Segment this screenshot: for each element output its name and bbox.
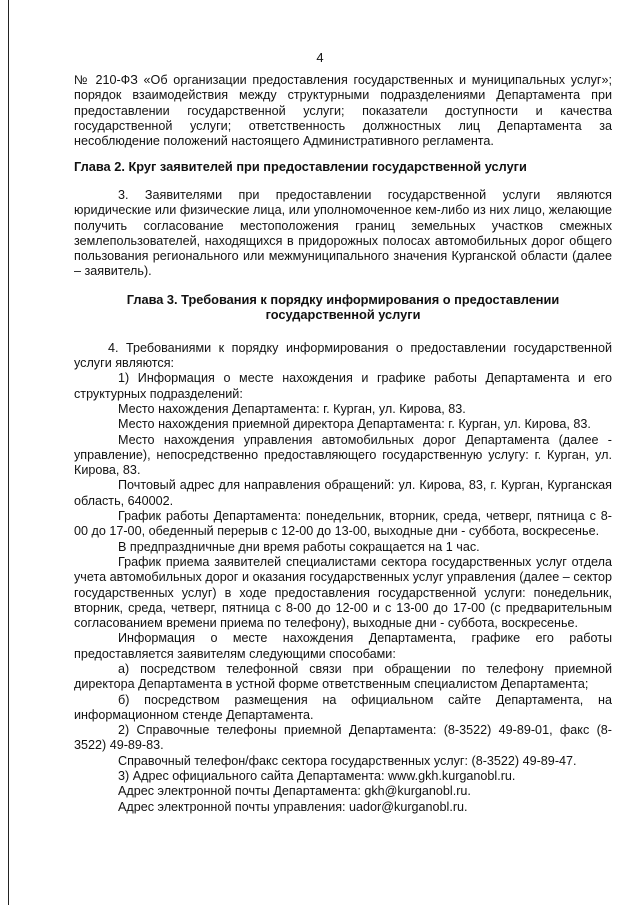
location-department: Место нахождения Департамента: г. Курган, ул. Кирова, 83. [118,401,466,416]
paragraph-4: 4. Требованиями к порядку информирования о предоставлении государственной услуги являются: [74,340,612,371]
location-roads-directorate: Место нахождения управления автомобильных дорог Департамента (далее - управление), непосредственно предоставляющего государственную услугу: г. Курган, ул. Кирова, 83. [74,432,612,478]
email-department: Адрес электронной почты Департамента: gkh@kurganobl.ru. [118,784,471,799]
work-schedule: График работы Департамента: понедельник, вторник, среда, четверг, пятница с 8-00 до 17-00, обеденный перерыв с 12-00 до 13-00, выходные дни - суббота, воскресенье. [74,509,612,539]
intro-paragraph: № 210-ФЗ «Об организации предоставления государственных и муниципальных услуг»; порядок взаимодействия между структурными подразделениями Департамента при предоставлении государственной услуги; показатели доступности и качества государственной услуги; ответственность должностных лиц Департамента за несоблюдение положений настоящего Административного регламента. [74,73,612,149]
page-edge-line [8,0,9,905]
postal-address: Почтовый адрес для направления обращений: ул. Кирова, 83, г. Курган, Курганская область, 640002. [74,478,612,508]
location-reception: Место нахождения приемной директора Департамента: г. Курган, ул. Кирова, 83. [118,417,591,432]
info-methods: Информация о месте нахождения Департамента, графике его работы предоставляется заявителям следующими способами: [74,631,612,661]
chapter-3-title-line-1: Глава 3. Требования к порядку информирования о предоставлении [126,291,560,307]
chapter-3-title [74,292,612,323]
pre-holiday-note: В предпраздничные дни время работы сокращается на 1 час. [118,539,480,554]
page-number: 4 [316,50,324,65]
email-roads-directorate: Адрес электронной почты управления: uador@kurganobl.ru. [118,799,468,814]
chapter-3-title-line-2: государственной услуги [265,307,421,323]
item-1: 1) Информация о месте нахождения и графике работы Департамента и его структурных подразделений: [74,371,612,401]
paragraph-3: 3. Заявителями при предоставлении государственной услуги являются юридические или физические лица, или уполномоченное кем-либо из них лицо, желающие получить согласование местоположения границ земельных участков смежных землепользователей, находящихся в придорожных полосах автомобильных дорог общего пользования регионального или межмуниципального значения Курганской области (далее – заявитель). [74,187,612,279]
item-2-phones: 2) Справочные телефоны приемной Департамента: (8-3522) 49-89-01, факс (8-3522) 49-89-83. [74,723,612,753]
sector-phone: Справочный телефон/факс сектора государственных услуг: (8-3522) 49-89-47. [118,753,577,768]
reception-schedule: График приема заявителей специалистами сектора государственных услуг отдела учета автомобильных дорог и оказания государственных услуг управления (далее – сектор государственных услуг) в ходе предоставления государственной услуги: понедельник, вторник, среда, четверг, пятница с 8-00 до 12-00 и с 13-00 до 17-00 (с предварительным согласованием времени приема по телефону), выходные дни - суббота, воскресенье. [74,554,612,631]
method-b: б) посредством размещения на официальном сайте Департамента, на информационном стенде Департамента. [74,692,612,722]
method-a: а) посредством телефонной связи при обращении по телефону приемной директора Департамента в устной форме ответственным специалистом Департамента; [74,662,612,692]
document-body [74,73,612,815]
chapter-2-title: Глава 2. Круг заявителей при предоставлении государственной услуги [74,159,527,175]
item-3-website: 3) Адрес официального сайта Департамента: www.gkh.kurganobl.ru. [118,769,516,784]
